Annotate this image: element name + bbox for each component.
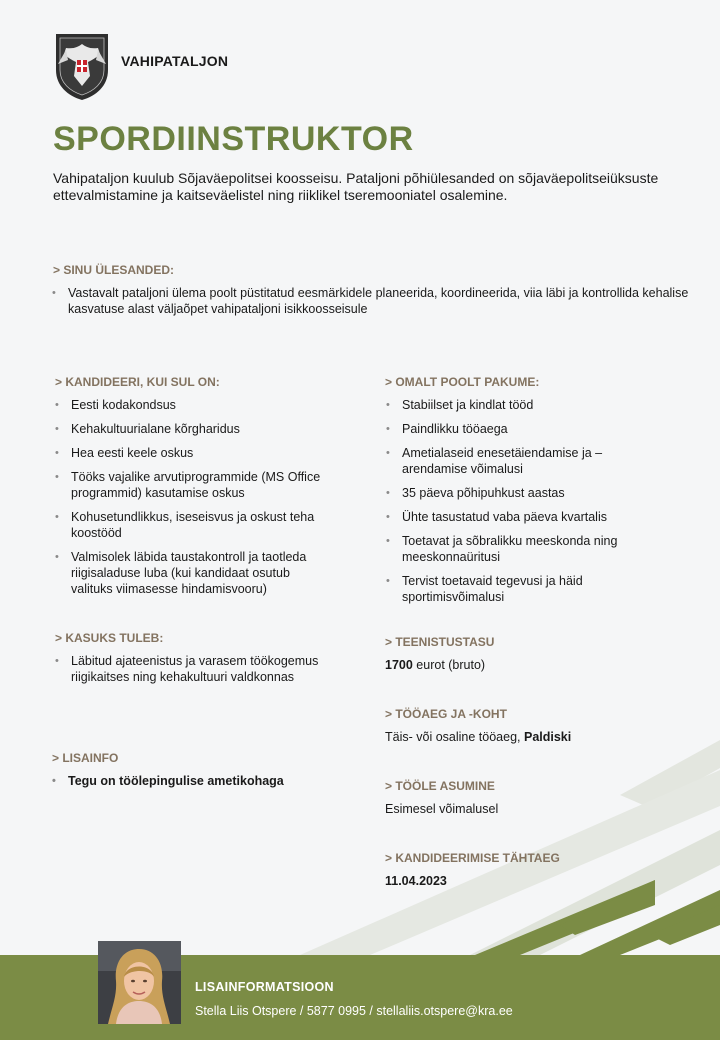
more-info-heading: > LISAINFO (52, 751, 119, 765)
list-item: • Toetavat ja sõbralikku meeskonda ning meeskonnaüritusi (386, 533, 646, 565)
worktime-value (385, 729, 571, 745)
list-item: • Tegu on töölepingulise ametikohaga (52, 773, 342, 789)
page-title: SPORDIINSTRUKTOR (53, 120, 414, 158)
list-item: • Kehakultuurialane kõrgharidus (55, 421, 330, 437)
salary-value (385, 657, 485, 673)
list-item: • Tervist toetavaid tegevusi ja häid sportimisvõimalusi (386, 573, 646, 605)
list-item: • Paindlikku tööaega (386, 421, 646, 437)
requirements-heading: > KANDIDEERI, KUI SUL ON: (55, 375, 220, 389)
salary-unit: eurot (bruto) (416, 658, 486, 672)
list-item: • Tööks vajalike arvutiprogrammide (MS Office programmid) kasutamise oskus (55, 469, 330, 501)
offer-list (386, 397, 646, 613)
advantages-heading: > KASUKS TULEB: (55, 631, 164, 645)
list-item: • Eesti kodakondsus (55, 397, 330, 413)
list-item: • Stabiilset ja kindlat tööd (386, 397, 646, 413)
salary-amount: 1700 (385, 658, 413, 672)
list-item: • Ametialaseid enesetäiendamise ja –arendamise võimalusi (386, 445, 646, 477)
salary-heading: > TEENISTUSTASU (385, 635, 495, 649)
worktime-text: Täis- või osaline tööaeg, (385, 730, 521, 744)
list-item: • Vastavalt pataljoni ülema poolt püstitatud eesmärkidele planeerida, koordineerida, viia läbi ja kontrollida kehalise kasvatuse alast väljaõpet vahipataljoni isikkoosseisule (52, 285, 692, 317)
list-item: • 35 päeva põhipuhkust aastas (386, 485, 646, 501)
requirements-list (55, 397, 330, 605)
list-item: • Hea eesti keele oskus (55, 445, 330, 461)
deadline-heading: > KANDIDEERIMISE TÄHTAEG (385, 851, 560, 865)
deadline-date: 11.04.2023 (385, 874, 447, 888)
worktime-heading: > TÖÖAEG JA -KOHT (385, 707, 507, 721)
unit-name: VAHIPATALJON (121, 53, 229, 69)
footer-contact: Stella Liis Otspere / 5877 0995 / stellaliis.otspere@kra.ee (195, 1004, 513, 1018)
tasks-list (52, 285, 692, 325)
list-item: • Kohusetundlikkus, iseseisvus ja oskust teha koostööd (55, 509, 330, 541)
offer-heading: > OMALT POOLT PAKUME: (385, 375, 540, 389)
start-value: Esimesel võimalusel (385, 802, 499, 816)
eagle-shield-emblem-icon (52, 30, 112, 102)
start-heading: > TÖÖLE ASUMINE (385, 779, 495, 793)
more-info-list (52, 773, 342, 797)
worktime-place: Paldiski (523, 730, 572, 744)
contact-photo (98, 941, 181, 1024)
tasks-heading: > SINU ÜLESANDED: (53, 263, 175, 277)
footer-title: LISAINFORMATSIOON (195, 980, 334, 994)
list-item: • Valmisolek läbida taustakontroll ja taotleda riigisaladuse luba (kui kandidaat osutub valituks viimasesse hindamisvooru) (55, 549, 330, 597)
list-item: • Ühte tasustatud vaba päeva kvartalis (386, 509, 646, 525)
intro-text: Vahipataljon kuulub Sõjaväepolitsei koosseisu. Pataljoni põhiülesanded on sõjaväepolitseiüksuste ettevalmistamine ja kaitseväelistel ning riiklikel tseremooniatel osalemine. (53, 170, 659, 203)
advantages-list (55, 653, 345, 693)
list-item: • Läbitud ajateenistus ja varasem töökogemus riigikaitses ning kehakultuuri valdkonnas (55, 653, 345, 685)
